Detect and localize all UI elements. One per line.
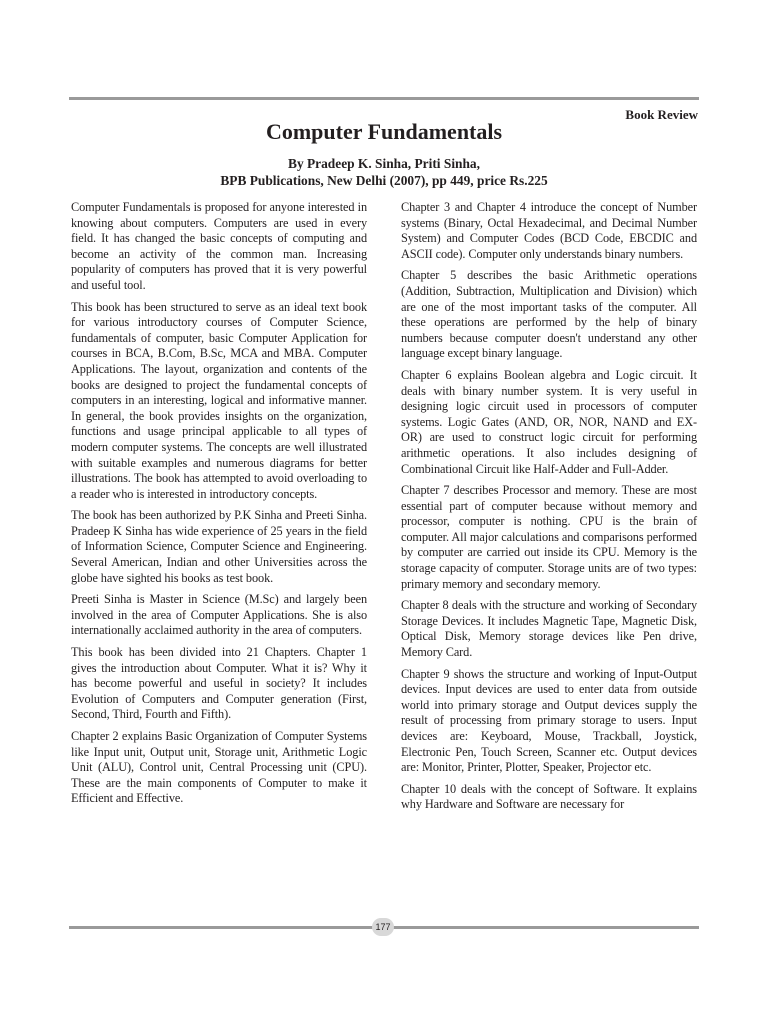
paragraph: The book has been authorized by P.K Sinha and Preeti Sinha. Pradeep K Sinha has wide experience of 25 years in the field of Information Science, Computer Science and Engineering. Several American, Indian and other Universities across the globe have sighted his books as test book. (71, 508, 367, 585)
byline-publisher: BPB Publications, New Delhi (2007), pp 449, price Rs.225 (220, 173, 548, 188)
top-rule (69, 97, 699, 100)
paragraph: Chapter 6 explains Boolean algebra and Logic circuit. It deals with binary number system. It is very useful in designing logic circuit used in processors of computer systems. Logic Gates (AND, OR, NOR, NAND and EX-OR) are used to construct logic circuit for performing arithmetic operations. It also includes designing of Combinational Circuit like Half-Adder and Full-Adder. (401, 367, 697, 476)
paragraph: Chapter 10 deals with the concept of Software. It explains why Hardware and Software are necessary for (401, 781, 697, 812)
byline-authors: By Pradeep K. Sinha, Priti Sinha, (288, 156, 480, 171)
right-column (401, 200, 697, 819)
page-title: Computer Fundamentals (265, 119, 503, 144)
paragraph: Computer Fundamentals is proposed for anyone interested in knowing about computers. Computers are used in every field. It has changed the basic concepts of computing and become an activity of the common man. Increasing popularity of computers has proved that it is very powerful and useful tool. (71, 200, 367, 292)
left-column (71, 200, 367, 813)
paragraph: Preeti Sinha is Master in Science (M.Sc) and largely been involved in the area of Computer Applications. She is also internationally acclaimed authority in the area of computers. (71, 592, 367, 638)
section-label: Book Review (625, 107, 698, 122)
paragraph: Chapter 2 explains Basic Organization of Computer Systems like Input unit, Output unit, Storage unit, Arithmetic Logic Unit (ALU), Control unit, Central Processing unit (CPU). These are the main components of Computer to make it Efficient and Effective. (71, 729, 367, 806)
page-number: 177 (372, 918, 394, 936)
paragraph: This book has been divided into 21 Chapters. Chapter 1 gives the introduction about Computer. What it is? Why it has become powerful and useful in society? It includes Evolution of Computers and Computer generation (First, Second, Third, Fourth and Fifth). (71, 645, 367, 722)
paragraph: Chapter 5 describes the basic Arithmetic operations (Addition, Subtraction, Multiplication and Division) which are one of the most important tasks of the computer. All these operations are performed by the help of binary numbers because computer doesn't understand any other language except binary language. (401, 268, 697, 361)
paragraph: Chapter 3 and Chapter 4 introduce the concept of Number systems (Binary, Octal Hexadecimal, and Decimal Number System) and Computer Codes (BCD Code, EBCDIC and ASCII code). Computer only understands binary numbers. (401, 200, 697, 261)
paragraph: This book has been structured to serve as an ideal text book for various introductory courses of Computer Science, fundamentals of computer, basic Computer Application for courses in BCA, B.Com, B.Sc, MCA and MBA. Computer Applications. The layout, organization and contents of the books are designed to project the fundamental concepts of computers in an interesting, logical and informative manner. In general, the book provides insights on the organization, functions and usage principal applicable to all types of modern computer systems. The concepts are well illustrated with suitable examples and numerous diagrams for better illustrations. The book has attempted to avoid overloading to a reader who is interested in introductory concepts. (71, 299, 367, 501)
paragraph: Chapter 9 shows the structure and working of Input-Output devices. Input devices are used to enter data from outside world into primary storage and Output devices supply the result of processing from primary storage to users. Input devices are: Keyboard, Mouse, Trackball, Joystick, Electronic Pen, Touch Screen, Scanner etc. Output devices are: Monitor, Printer, Plotter, Speaker, Projector etc. (401, 666, 697, 775)
paragraph: Chapter 8 deals with the structure and working of Secondary Storage Devices. It includes Magnetic Tape, Magnetic Disk, Optical Disk, Memory storage devices like Pen drive, Memory Card. (401, 598, 697, 660)
byline (0, 155, 768, 189)
paragraph: Chapter 7 describes Processor and memory. These are most essential part of computer because without memory and processor, computer is nothing. CPU is the brain of computer. All major calculations and comparisons performed by computer are carried out inside its CPU. Memory is the storage capacity of computer. Storage units are of two types: primary memory and secondary memory. (401, 483, 697, 591)
